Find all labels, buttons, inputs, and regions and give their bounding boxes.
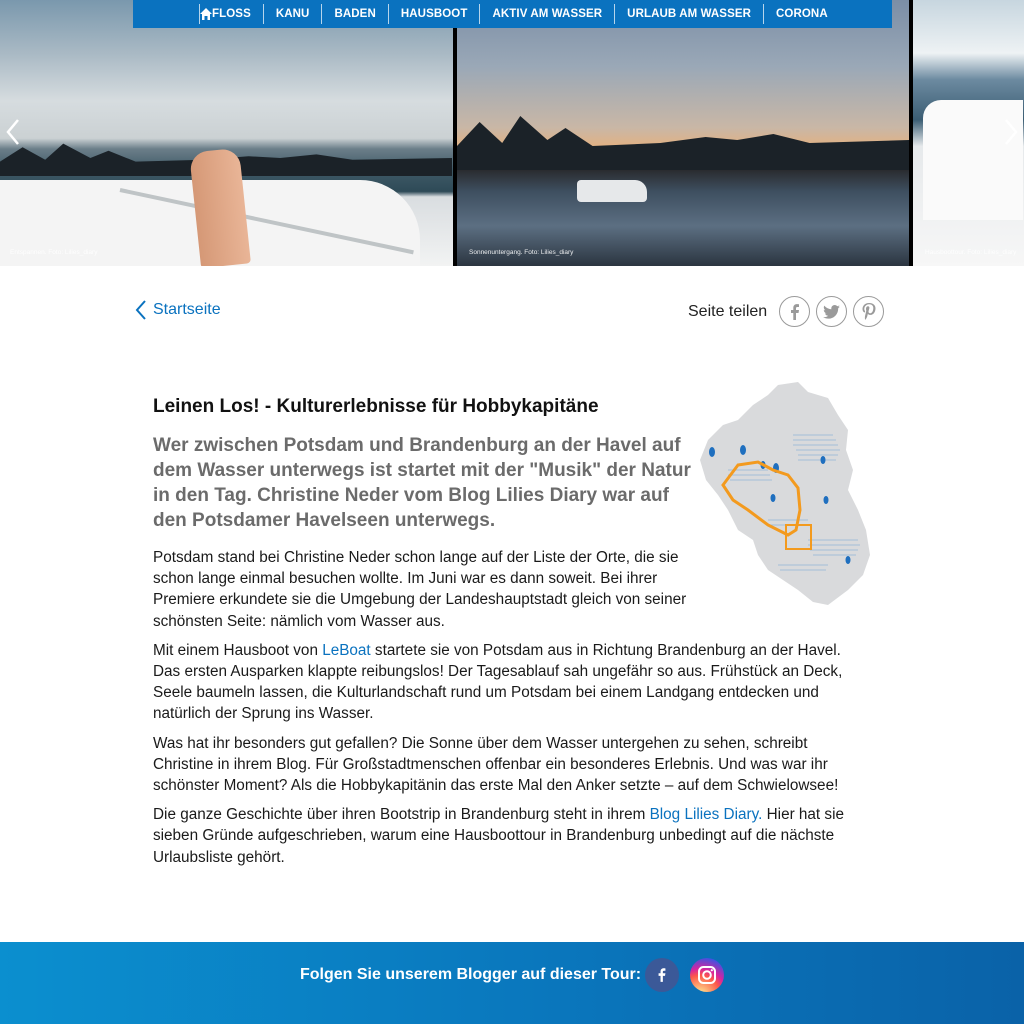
- slide-caption: Sonnenuntergang. Foto: Lilies_diary: [469, 249, 574, 256]
- slide-1[interactable]: [0, 0, 453, 266]
- slide-caption: Entspannen. Foto: Lilies_diary: [10, 249, 98, 256]
- paragraph-text: Mit einem Hausboot von: [153, 641, 323, 659]
- share-facebook-button[interactable]: [779, 296, 810, 327]
- follow-footer: [0, 942, 1024, 1024]
- facebook-icon: [656, 965, 668, 985]
- nav-separator: [763, 4, 764, 24]
- blog-lilies-diary-link[interactable]: Blog Lilies Diary.: [649, 806, 763, 824]
- follow-text: Folgen Sie unserem Blogger auf dieser Tour:: [300, 966, 642, 983]
- article-paragraph-3: Was hat ihr besonders gut gefallen? Die Sonne über dem Wasser untergehen zu sehen, schreibt Christine in ihrem Blog. Für Großstadtmenschen offenbar ein besonderes Erlebnis. Und was war ihr schönster Moment? Als die Hobbykapitänin das erste Mal den Anker setzte – auf dem Schwielowsee!: [153, 734, 839, 795]
- slider-next-arrow-icon[interactable]: [1004, 118, 1018, 146]
- article: [153, 396, 865, 876]
- image-slider[interactable]: [0, 0, 1024, 266]
- slider-prev-arrow-icon[interactable]: [6, 118, 20, 146]
- instagram-follow-button[interactable]: [690, 958, 724, 992]
- share-label: Seite teilen: [688, 302, 768, 320]
- nav-separator: [263, 4, 264, 24]
- facebook-icon: [788, 304, 802, 320]
- paragraph-text: Hier hat sie sieben Gründe aufgeschrieben, warum eine Hausboottour in Brandenburg unbedingt auf die nächste Urlaubsliste gehört.: [153, 806, 844, 866]
- leboat-link[interactable]: LeBoat: [322, 641, 371, 659]
- nav-item-baden[interactable]: BADEN: [334, 8, 376, 20]
- slide-2[interactable]: [457, 0, 909, 266]
- share-bar: [688, 296, 890, 327]
- article-paragraph-1: Potsdam stand bei Christine Neder schon lange auf der Liste der Orte, die sie schon lange einmal besuchen wollte. Im Juni war es dann soweit. Bei ihrer Premiere erkundete sie die Umgebung der Landeshauptstadt gleich von seiner schönsten Seite: nämlich vom Wasser aus.: [153, 549, 687, 630]
- nav-separator: [479, 4, 480, 24]
- nav-item-kanu[interactable]: KANU: [275, 8, 310, 20]
- slide-2-treeline: [457, 110, 909, 170]
- article-paragraph-2: [153, 640, 865, 725]
- paragraph-text: Die ganze Geschichte über ihren Bootstrip in Brandenburg steht in ihrem: [153, 806, 650, 824]
- slide-caption: Hausboottour. Foto: Lilies_diary: [925, 249, 1017, 256]
- nav-item-urlaub-am-wasser[interactable]: URLAUB AM WASSER: [627, 8, 752, 20]
- nav-item-hausboot[interactable]: HAUSBOOT: [400, 8, 468, 20]
- nav-item-corona[interactable]: CORONA: [776, 8, 828, 20]
- facebook-follow-button[interactable]: [645, 958, 679, 992]
- slide-2-boat: [577, 180, 647, 202]
- twitter-icon: [823, 305, 840, 319]
- share-pinterest-button[interactable]: [853, 296, 884, 327]
- back-link-label: Startseite: [153, 301, 221, 318]
- article-paragraph-4: [153, 804, 865, 868]
- instagram-icon: [697, 965, 717, 985]
- nav-separator: [321, 4, 322, 24]
- chevron-left-icon: [135, 300, 147, 320]
- article-title: Leinen Los! - Kulturerlebnisse für Hobbykapitäne: [153, 396, 599, 417]
- main-nav: [133, 0, 892, 28]
- nav-item-floss[interactable]: FLOSS: [212, 8, 251, 20]
- pinterest-icon: [862, 303, 876, 321]
- article-lead: Wer zwischen Potsdam und Brandenburg an der Havel auf dem Wasser unterwegs ist startet mit der "Musik" der Natur in den Tag. Christine Neder vom Blog Lilies Diary war auf den Potsdamer Havelseen unterwegs.: [153, 435, 691, 531]
- home-icon[interactable]: [199, 7, 213, 21]
- nav-separator: [388, 4, 389, 24]
- paragraph-text: startete sie von Potsdam aus in Richtung Brandenburg an der Havel. Das ersten Ausparken klappte reibungslos! Der Tagesablauf sah ungefähr so aus. Frühstück an Deck, Seele baumeln lassen, die Kulturlandschaft rund um Potsdam bei einem Landgang entdecken und natürlich der Sprung ins Wasser.: [153, 641, 843, 723]
- nav-separator: [614, 4, 615, 24]
- back-link[interactable]: [135, 300, 221, 320]
- share-twitter-button[interactable]: [816, 296, 847, 327]
- nav-item-aktiv-am-wasser[interactable]: AKTIV AM WASSER: [492, 8, 603, 20]
